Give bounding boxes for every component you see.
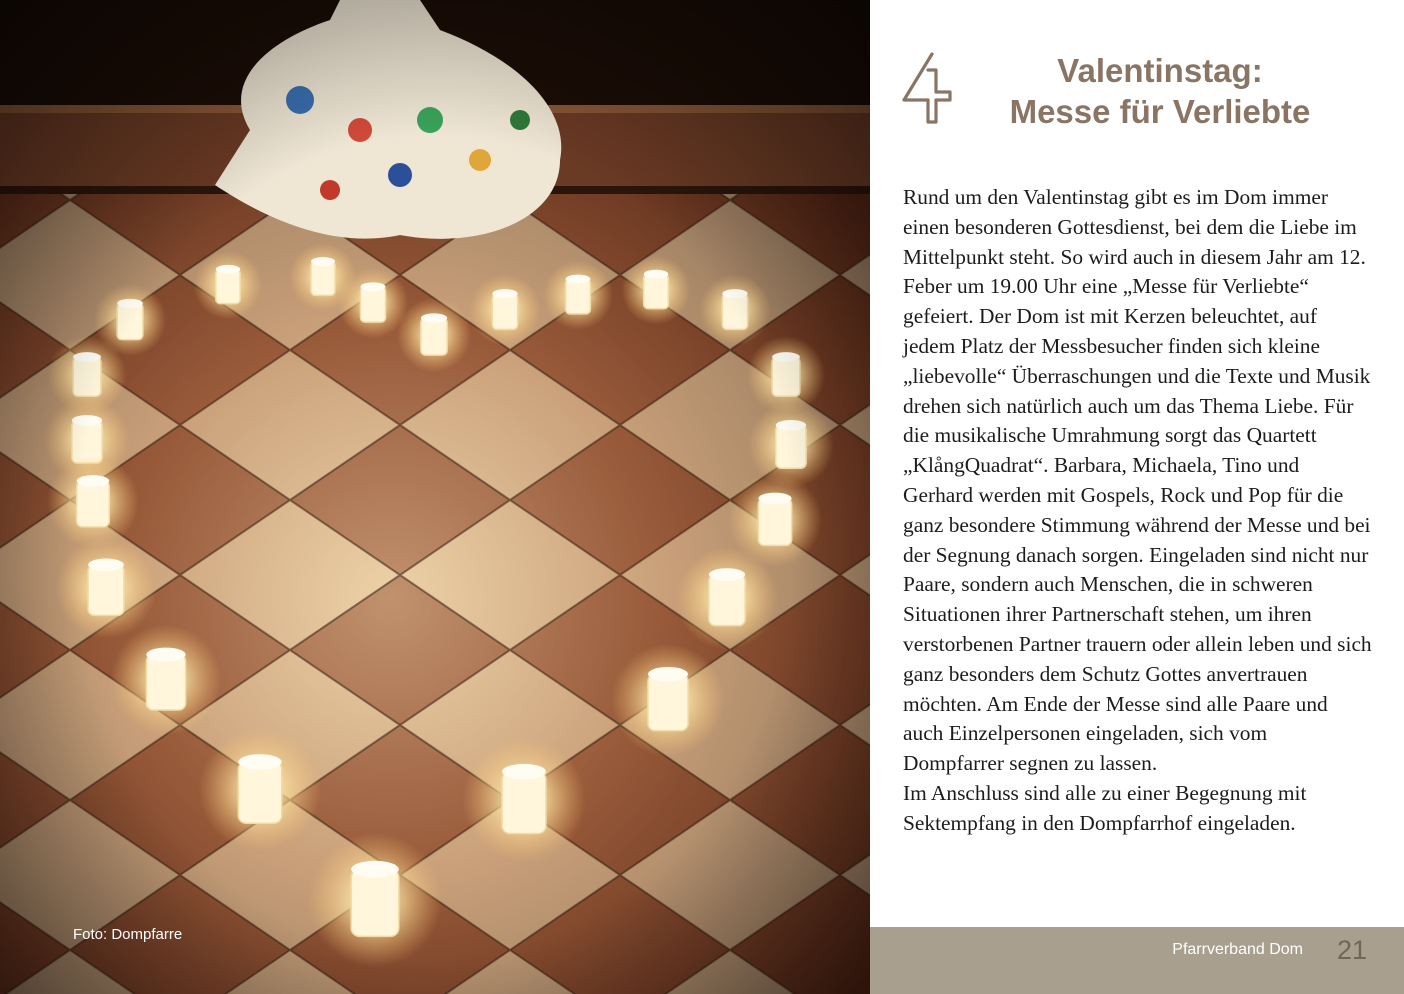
title-line-1: Valentinstag: [1057,52,1263,89]
page-number: 21 [1336,935,1367,965]
footer-bar [870,927,1404,994]
number-4-cross-icon [898,50,954,126]
article-body [903,183,1373,839]
article-paragraph: Im Anschluss sind alle zu einer Begegnung mit Sektempfang in den Dompfarrhof eingeladen. [903,780,1307,835]
photo-credit: Foto: Dompfarre [73,926,183,943]
article-paragraph: Rund um den Valentinstag gibt es im Dom immer einen besonderen Gottesdienst, bei dem die Liebe im Mittelpunkt steht. So wird auch in diesem Jahr am 12. Feber um 19.00 Uhr eine „Messe für Verliebte“ gefeiert. Der Dom ist mit Kerzen beleuchtet, auf jedem Platz der Messbesucher finden sich kleine „liebevolle“ Überraschungen und die Texte und Musik drehen sich natürlich auch um das Thema Liebe. Für die musikalische Umrahmung sorgt das Quartett „KlångQuadrat“. Barbara, Michaela, Tino und Gerhard werden mit Gospels, Rock und Pop für die ganz besondere Stimmung während der Messe und bei der Segnung danach sorgen. Eingeladen sind nicht nur Paare, sondern auch Menschen, die in schweren Situationen ihrer Partnerschaft stehen, um ihren verstorbenen Partner trauern oder allein leben und sich ganz besonders dem Schutz Gottes anvertrauen möchten. Am Ende der Messe sind alle Paare und auch Einzelpersonen eingeladen, sich vom Dompfarrer segnen zu lassen. [903,185,1372,776]
title-line-2: Messe für Verliebte [1009,93,1311,130]
article-title [960,50,1360,132]
publication-name: Pfarrverband Dom [1172,941,1303,958]
